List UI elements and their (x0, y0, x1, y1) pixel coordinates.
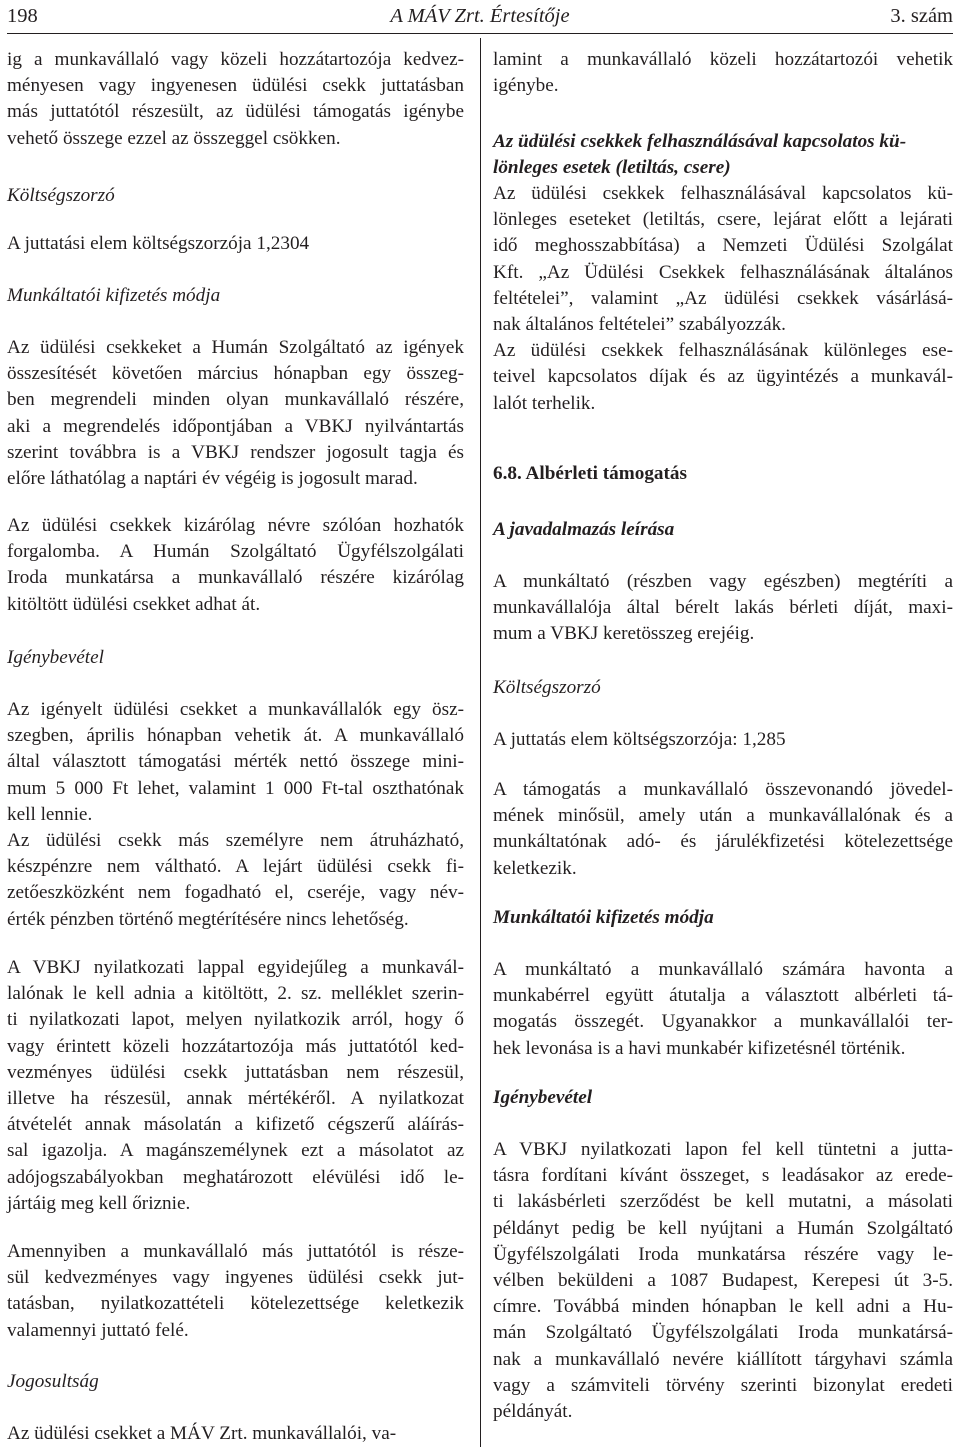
paragraph-line: címre. Továbbá minden hónapban le kell adni a Hu- (493, 1296, 953, 1318)
paragraph-line: vagy a számviteli törvény szerinti bizonylat eredeti (493, 1374, 953, 1396)
paragraph-line: lalót terhelik. (493, 392, 596, 414)
paragraph-line: aki a megrendelés időpontjában a VBKJ nyilvántartás (7, 415, 464, 437)
paragraph-line: más juttatótól részesült, az üdülési támogatás igénybe (7, 101, 464, 123)
paragraph-line: jártáig meg kell őriznie. (7, 1192, 191, 1214)
publication-title: A MÁV Zrt. Értesítője (390, 5, 570, 27)
paragraph-line: ti lakásbérleti szerződést be kell mutatni, a másolati (493, 1191, 953, 1213)
paragraph-line: munkabérrel együtt átutalja a választott albérleti tá- (493, 985, 953, 1007)
paragraph-line: vagy érintett közeli hozzátartozója más juttatótól ked- (7, 1035, 464, 1057)
paragraph-line: idő meghosszabbítása) a Nemzeti Üdülési Szolgálat (493, 235, 953, 257)
paragraph-line: példányát. (493, 1401, 573, 1422)
paragraph-line: kitöltött üdülési csekket adhat át. (7, 593, 261, 615)
paragraph-line: A támogatás a munkavállaló összevonandó jövedel- (493, 779, 953, 800)
paragraph-line: valamennyi juttató felé. (7, 1319, 189, 1341)
paragraph-line: Az igényelt üdülési csekket a munkavállalók egy ösz- (7, 699, 464, 720)
paragraph-line: igénybe. (493, 75, 559, 97)
paragraph-line: forgalomba. A Humán Szolgáltató Ügyfélszolgálati (7, 541, 464, 563)
paragraph-line: lamint a munkavállaló közeli hozzátartozói vehetik (493, 49, 953, 70)
issue-number: 3. szám (890, 5, 953, 27)
paragraph-line: tásra fordítani kívánt összeget, s leadásakor az erede- (493, 1165, 953, 1187)
paragraph-line: kell lennie. (7, 803, 93, 825)
paragraph-line: ben megrendeli minden olyan munkavállaló részére, (7, 389, 464, 411)
paragraph-line: szerint továbbra is a VBKJ rendszer jogosult tagja és (7, 441, 464, 463)
paragraph-line: Ügyfélszolgálati Iroda munkatársa részére vagy le- (493, 1243, 953, 1265)
paragraph-line: Az üdülési csekkeket a Humán Szolgáltató az igények (7, 337, 464, 358)
paragraph-line: előre láthatólag a naptári év végéig is jogosult marad. (7, 468, 418, 489)
paragraph-line: A juttatási elem költségszorzója 1,2304 (7, 233, 310, 254)
paragraph-line: ig a munkavállaló vagy közeli hozzátartozója kedvez- (7, 49, 464, 70)
paragraph-line: mán Szolgáltató Ügyfélszolgálati Iroda munkatársá- (493, 1322, 953, 1344)
paragraph-line: nak a munkavállaló nevére kiállított tárgyhavi számla (493, 1348, 953, 1370)
page-number: 198 (7, 5, 38, 27)
paragraph-line: mum a VBKJ keretösszeg erejéig. (493, 623, 755, 645)
paragraph-line: készpénzre nem váltható. A lejárt üdülési csekk fi- (7, 856, 464, 878)
paragraph-line: lalónak le kell adnia a kitöltött, 2. sz. melléklet szerin- (7, 983, 464, 1005)
section-heading: Igénybevétel (493, 1087, 593, 1108)
section-heading: lönleges esetek (letiltás, csere) (493, 157, 731, 179)
paragraph-line: Iroda munkatársa a munkavállaló részére kizárólag (7, 567, 464, 589)
paragraph-line: érték pénzben történő megtérítésére nincs lehetőség. (7, 908, 409, 930)
paragraph-line: vehető összege ezzel az összeggel csökken. (7, 127, 341, 149)
paragraph-line: ti nyilatkozati lapot, melyen nyilatkozik arról, hogy ő (7, 1009, 464, 1031)
section-heading: Munkáltatói kifizetés módja (493, 907, 714, 928)
paragraph-line: munkáltatónak adó- és járulékfizetési kötelezettsége (493, 831, 953, 853)
section-heading: A javadalmazás leírása (493, 519, 675, 540)
paragraph-line: szegben, április hónapban vehetik át. A munkavállaló (7, 725, 464, 747)
paragraph-line: adójogszabályokban meghatározott elévülési idő le- (7, 1166, 464, 1188)
section-heading: Költségszorzó (7, 185, 115, 206)
paragraph-line: vezményes üdülési csekk juttatásban nem részesül, (7, 1061, 464, 1083)
section-heading: Munkáltatói kifizetés módja (7, 285, 221, 306)
paragraph-line: Az üdülési csekkek felhasználásával kapcsolatos kü- (493, 183, 953, 204)
paragraph-line: Az üdülési csekkek felhasználásának különleges ese- (493, 340, 953, 362)
paragraph-line: sül kedvezményes vagy ingyenes üdülési csekk jut- (7, 1267, 464, 1289)
paragraph-line: összesítését követően március hónapban egy összeg- (7, 363, 464, 385)
paragraph-line: illetve ha részesül, annak mértékéről. A nyilatkozat (7, 1088, 464, 1109)
paragraph-line: A VBKJ nyilatkozati lappal egyidejűleg a munkavál- (7, 957, 464, 978)
paragraph-line: A VBKJ nyilatkozati lapon fel kell tüntetni a jutta- (493, 1139, 953, 1160)
section-heading: Az üdülési csekkek felhasználásával kapcsolatos kü- (493, 131, 907, 152)
paragraph-line: Kft. „Az Üdülési Csekkek felhasználásának általános (493, 261, 953, 283)
section-heading: Jogosultság (7, 1371, 99, 1392)
paragraph-line: zetőeszközként nem fogadható el, cseréje, vagy név- (7, 882, 464, 904)
section-heading: 6.8. Albérleti támogatás (493, 463, 687, 484)
paragraph-line: mének minősül, amely után a munkavállalónak és a (493, 805, 953, 827)
running-header (7, 0, 953, 34)
paragraph-line: A munkáltató (részben vagy egészben) megtéríti a (493, 571, 953, 592)
paragraph-line: átvételét annak másolatán a kifizető cégszerű aláírás- (7, 1114, 464, 1136)
paragraph-line: mogatás összegét. Ugyanakkor a munkavállalói ter- (493, 1011, 953, 1033)
paragraph-line: A juttatás elem költségszorzója: 1,285 (493, 729, 786, 750)
paragraph-line: ményesen vagy ingyenesen üdülési csekk juttatásban (7, 75, 464, 97)
column-divider (480, 38, 481, 1447)
section-heading: Költségszorzó (493, 677, 601, 698)
paragraph-line: példányt pedig be kell nyújtani a Humán Szolgáltató (493, 1217, 953, 1239)
paragraph-line: által választott támogatási mérték nettó összege mini- (7, 751, 464, 773)
paragraph-line: nak általános feltételei” szabályozzák. (493, 314, 786, 335)
paragraph-line: sal igazolja. A magánszemélynek ezt a másolatot az (7, 1140, 464, 1162)
paragraph-line: feltételei”, valamint „Az üdülési csekkek vásárlásá- (493, 287, 953, 309)
paragraph-line: teivel kapcsolatos díjak és az ügyintézés a munkavál- (493, 366, 953, 388)
paragraph-line: lönleges eseteket (letiltás, csere, lejárat előtt a lejárati (493, 209, 953, 231)
paragraph-line: tatásban, nyilatkozattételi kötelezettsége keletkezik (7, 1293, 464, 1315)
paragraph-line: hek levonása is a havi munkabér kifizetésnél történik. (493, 1037, 906, 1059)
paragraph-line: Amennyiben a munkavállaló más juttatótól is része- (7, 1241, 464, 1262)
paragraph-line: vélben beküldeni a 1087 Budapest, Kerepesi út 3-5. (493, 1270, 953, 1291)
paragraph-line: Az üdülési csekket a MÁV Zrt. munkavállalói, va- (7, 1423, 397, 1444)
section-heading: Igénybevétel (7, 647, 104, 668)
paragraph-line: Az üdülési csekkek kizárólag névre szólóan hozhatók (7, 515, 464, 536)
paragraph-line: munkavállalója által bérelt lakás bérleti díját, maxi- (493, 597, 953, 619)
paragraph-line: Az üdülési csekk más személyre nem átruházható, (7, 830, 464, 851)
paragraph-line: keletkezik. (493, 857, 577, 879)
paragraph-line: mum 5 000 Ft lehet, valamint 1 000 Ft-tal oszthatónak (7, 777, 464, 799)
paragraph-line: A munkáltató a munkavállaló számára havonta a (493, 959, 953, 980)
